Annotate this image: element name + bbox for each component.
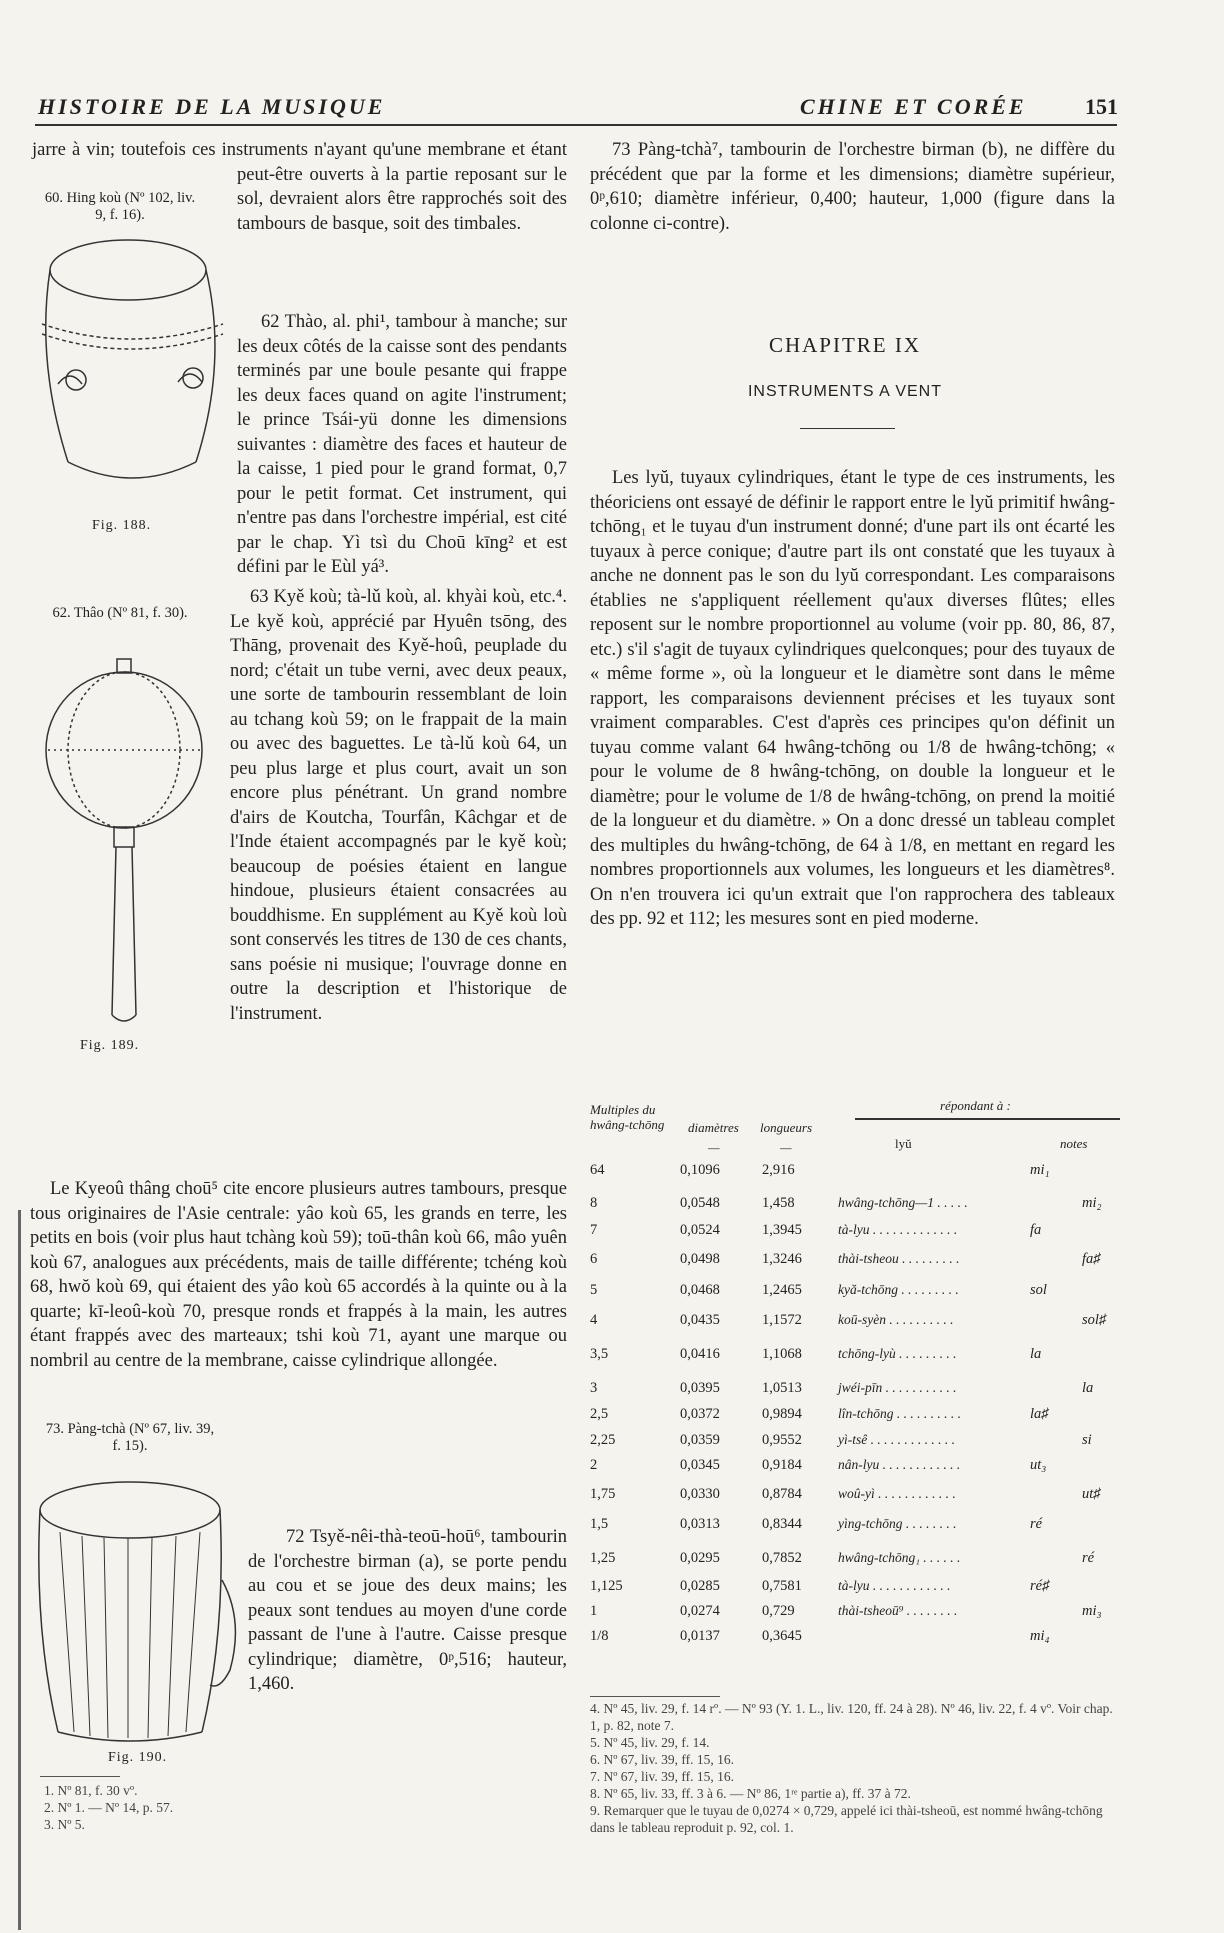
cell-multiple: 2,5: [590, 1406, 609, 1422]
cell-multiple: 1: [590, 1603, 598, 1619]
left-footnote: 1. Nº 81, f. 30 vº.: [44, 1783, 138, 1798]
cell-longueur: 1,2465: [762, 1282, 802, 1298]
chapter-rule: [800, 428, 895, 429]
cell-diametre: 0,0435: [680, 1312, 720, 1328]
cell-lyu: jwéi-pīn . . . . . . . . . . .: [838, 1380, 957, 1395]
table-row: [590, 1251, 1120, 1271]
cell-note-sharp: ut♯: [1082, 1486, 1101, 1502]
table-row: [590, 1222, 1120, 1242]
cell-note-sharp: fa♯: [1082, 1251, 1101, 1267]
table-row: [590, 1486, 1120, 1506]
table-row: [590, 1432, 1120, 1452]
cell-lyu: yìng-tchōng . . . . . . . .: [838, 1516, 957, 1531]
cell-note-natural: ut₃: [1030, 1457, 1047, 1473]
cell-longueur: 1,458: [762, 1195, 795, 1211]
table-row: [590, 1578, 1120, 1598]
cell-lyu: hwâng-tchōng—1 . . . . .: [838, 1195, 968, 1210]
cell-diametre: 0,0524: [680, 1222, 720, 1238]
cell-lyu: tchōng-lyù . . . . . . . . .: [838, 1346, 957, 1361]
cell-longueur: 0,9552: [762, 1432, 802, 1448]
cell-note-natural: fa: [1030, 1222, 1042, 1238]
table-row: [590, 1550, 1120, 1570]
cell-multiple: 1/8: [590, 1628, 609, 1644]
fig188-label: Fig. 188.: [92, 518, 152, 533]
cell-diametre: 0,0285: [680, 1578, 720, 1594]
fig190-caption: 73. Pàng-tchà (Nº 67, liv. 39, f. 15).: [45, 1421, 215, 1454]
th-notes: notes: [1060, 1136, 1088, 1151]
cell-lyu: tà-lyu . . . . . . . . . . . . .: [838, 1222, 958, 1237]
cell-note-natural: la: [1030, 1346, 1042, 1362]
entry-62-text: 62 Thào, al. phi¹, tambour à manche; sur les deux côtés de la caisse sont des pendants terminés par une boule pesante qui frappe les deux faces quand on agite l'instrument; le prince Tsái-yü donne les dimensions suivantes : diamètre des faces et hauteur de la caisse, 1 pied pour le grand format, 0,7 pour le petit format. Cet instrument, qui n'entre pas dans l'orchestre impérial, est cité par le chap. Yì tsì du Choū kīng² et est défini par le Eùl yá³.: [237, 312, 567, 577]
cell-diametre: 0,0395: [680, 1380, 720, 1396]
intro-text: jarre à vin; toutefois ces instruments n'ayant qu'une membrane et étant peut-être ouverts à la partie reposant sur le sol, devraient alors être rapprochés soit des tambours de basque, soit des timbales.: [32, 140, 567, 234]
cell-longueur: 2,916: [762, 1162, 795, 1178]
cell-lyu: tà-lyu . . . . . . . . . . . .: [838, 1578, 951, 1593]
entry-72-text: 72 Tsyě-nêi-thà-teoū-hoū⁶, tambourin de l'orchestre birman (a), se porte pendu au cou et se joue des deux mains; les peaux sont tendues au moyen d'une corde passant de l'une à l'autre. Caisse presque cylindrique; diamètre, 0ᵖ,516; hauteur, 1,460.: [248, 1527, 567, 1694]
right-footnote-rule: [590, 1696, 720, 1697]
cell-longueur: 0,7581: [762, 1578, 802, 1594]
cell-diametre: 0,0468: [680, 1282, 720, 1298]
right-footnote: 6. Nº 67, liv. 39, ff. 15, 16.: [590, 1752, 735, 1767]
cell-multiple: 64: [590, 1162, 605, 1178]
cell-multiple: 1,25: [590, 1550, 616, 1566]
cell-longueur: 0,729: [762, 1603, 795, 1619]
cell-lyu: thài-tsheou . . . . . . . . .: [838, 1251, 960, 1266]
cell-diametre: 0,0372: [680, 1406, 720, 1422]
cell-longueur: 0,3645: [762, 1628, 802, 1644]
cell-multiple: 8: [590, 1195, 598, 1211]
page-number: 151: [1085, 94, 1118, 119]
cell-diametre: 0,0330: [680, 1486, 720, 1502]
cell-multiple: 3,5: [590, 1346, 609, 1362]
fig188-caption: 60. Hing koù (Nº 102, liv. 9, f. 16).: [44, 190, 196, 223]
cell-note-natural: mi₁: [1030, 1162, 1050, 1178]
cell-diametre: 0,0274: [680, 1603, 720, 1619]
th-repondant-rule: [855, 1118, 1120, 1120]
table-row: [590, 1195, 1120, 1215]
entry-72: [248, 1525, 567, 1697]
cell-longueur: 1,1068: [762, 1346, 802, 1362]
running-header-right: CHINE ET CORÉE: [800, 94, 1027, 119]
cell-diametre: 0,0548: [680, 1195, 720, 1211]
cell-multiple: 2: [590, 1457, 598, 1473]
cell-lyu: lîn-tchōng . . . . . . . . . .: [838, 1406, 961, 1421]
cell-diametre: 0,0345: [680, 1457, 720, 1473]
right-footnote: 8. Nº 65, liv. 33, ff. 3 à 6. — Nº 86, 1ʳᵉ partie a), ff. 37 à 72.: [590, 1786, 911, 1801]
table-row: [590, 1312, 1120, 1332]
kyeou-text: Le Kyeoû thâng choū⁵ cite encore plusieurs autres tambours, presque tous originaires de l'Asie centrale: yâo koù 65, les grands en terre, les petits en bois (voir plus haut tchàng koù 59); toū-thân koù 66, mâo yuên koù 67, analogues aux précédents, mais de taille différente; tchéng koù 68, hwŏ koù 69, qui étaient des yâo koù 65 accordés à la quinte ou à la quarte; kī-leoû-koù 70, presque ronds et frappés à la main, les autres étant frappés avec des marteaux; tshi koù 71, ayant une marque ou nombril au centre de la membrane, caisse cylindrique allongée.: [30, 1179, 567, 1371]
header-rule: [35, 124, 1117, 126]
lyu-text: Les lyŭ, tuyaux cylindriques, étant le type de ces instruments, les théoriciens ont essayé de définir le rapport entre le lyŭ primitif hwâng-tchōng₁ et le tuyau d'un instrument donné; d'une part ils ont écarté les tuyaux à perce conique; d'autre part ils ont constaté que les tuyaux à anche ne donnent pas le son du lyŭ correspondant. Les comparaisons établies ne s'appliquent réellement qu'aux diverses flûtes; elles reposent sur le nombre proportionnel au volume (voir pp. 80, 86, 87, etc.) s'il s'agit de tuyaux cylindriques quelconques; pour des tuyaux de « même forme », où la longueur et le diamètre sont dans le même rapport, les comparaisons deviennent précises et les tuyaux sont vraiment comparables. C'est d'après ces principes qu'on définit un tuyau comme valant 64 hwâng-tchōng ou 1/8 de hwâng-tchōng; « pour le volume de 8 hwâng-tchōng, on double la longueur et le diamètre; pour le volume de 1/8 de hwâng-tchōng, on prend la moitié de la longueur et du diamètre. » On a donc dressé un tableau complet des multiples du hwâng-tchōng, de 64 à 1/8, en mettant en regard les nombres proportionnels aux volumes, les longueurs et les diamètres⁸. On n'en trouvera ici qu'un extrait que l'on rapprochera des tableaux des pp. 92 et 112; les mesures sont en pied moderne.: [590, 468, 1115, 929]
cell-note-natural: la♯: [1030, 1406, 1049, 1422]
lyu-paragraph: [590, 466, 1115, 932]
cell-note-natural: sol: [1030, 1282, 1047, 1298]
table-row: [590, 1406, 1120, 1426]
cell-multiple: 5: [590, 1282, 598, 1298]
th-diametres: diamètres: [688, 1120, 739, 1135]
right-footnote: 7. Nº 67, liv. 39, ff. 15, 16.: [590, 1769, 735, 1784]
cell-longueur: 0,8784: [762, 1486, 802, 1502]
left-footnote-rule: [40, 1776, 120, 1777]
chapter-subtitle: INSTRUMENTS A VENT: [747, 383, 943, 400]
cell-diametre: 0,0295: [680, 1550, 720, 1566]
cell-lyu: thài-tsheoū⁹ . . . . . . . .: [838, 1603, 958, 1618]
cell-diametre: 0,1096: [680, 1162, 720, 1178]
table-row: [590, 1516, 1120, 1536]
cell-longueur: 0,7852: [762, 1550, 802, 1566]
cell-note-sharp: mi₂: [1082, 1195, 1102, 1211]
cell-note-natural: mi₄: [1030, 1628, 1050, 1644]
cell-multiple: 6: [590, 1251, 598, 1267]
fig190-drum-illustration: [30, 1470, 250, 1750]
fig188-drum-illustration: [28, 232, 236, 500]
right-footnote: 9. Remarquer que le tuyau de 0,0274 × 0,729, appelé ici thài-tsheoū, est nommé hwâng-tchōng dans le tableau reproduit p. 92, col. 1.: [590, 1803, 1103, 1835]
fig189-caption: 62. Thâo (Nº 81, f. 30).: [52, 605, 188, 621]
cell-diametre: 0,0416: [680, 1346, 720, 1362]
th-lyu: lyŭ: [895, 1136, 912, 1151]
cell-note-sharp: sol♯: [1082, 1312, 1107, 1328]
kyeou-paragraph: [30, 1177, 567, 1373]
cell-lyu: hwâng-tchōng₁ . . . . . .: [838, 1550, 961, 1565]
table-row: [590, 1282, 1120, 1302]
chapter-title: CHAPITRE IX: [768, 333, 922, 357]
cell-note-sharp: ré: [1082, 1550, 1095, 1566]
table-row: [590, 1346, 1120, 1366]
cell-note-natural: ré: [1030, 1516, 1043, 1532]
cell-lyu: koū-syèn . . . . . . . . . .: [838, 1312, 954, 1327]
cell-lyu: nân-lyu . . . . . . . . . . . .: [838, 1457, 961, 1472]
cell-longueur: 1,0513: [762, 1380, 802, 1396]
cell-lyu: yì-tsê . . . . . . . . . . . . .: [838, 1432, 955, 1447]
cell-note-sharp: si: [1082, 1432, 1092, 1448]
cell-multiple: 4: [590, 1312, 598, 1328]
cell-lyu: woû-yì . . . . . . . . . . . .: [838, 1486, 956, 1501]
left-footnote: 2. Nº 1. — Nº 14, p. 57.: [44, 1800, 174, 1815]
cell-multiple: 3: [590, 1380, 598, 1396]
cell-diametre: 0,0137: [680, 1628, 720, 1644]
cell-diametre: 0,0359: [680, 1432, 720, 1448]
table-row: [590, 1457, 1120, 1477]
cell-multiple: 1,125: [590, 1578, 623, 1594]
running-header-left: HISTOIRE DE LA MUSIQUE: [38, 94, 386, 119]
right-footnotes: [590, 1700, 1115, 1836]
th-repondant: répondant à :: [940, 1098, 1011, 1113]
cell-diametre: 0,0498: [680, 1251, 720, 1267]
cell-multiple: 7: [590, 1222, 598, 1238]
cell-lyu: kyă-tchōng . . . . . . . . .: [838, 1282, 959, 1297]
cell-longueur: 0,8344: [762, 1516, 802, 1532]
cell-note-sharp: la: [1082, 1380, 1094, 1396]
entry-63: [30, 585, 567, 1026]
entry-73: [590, 138, 1115, 236]
table-row: [590, 1628, 1120, 1648]
right-footnote: 5. Nº 45, liv. 29, f. 14.: [590, 1735, 710, 1750]
cell-longueur: 0,9894: [762, 1406, 802, 1422]
cell-note-sharp: mi₃: [1082, 1603, 1102, 1619]
th-dash-long: —: [780, 1140, 792, 1155]
cell-diametre: 0,0313: [680, 1516, 720, 1532]
binding-edge: [18, 1210, 21, 1930]
cell-longueur: 1,1572: [762, 1312, 802, 1328]
entry-62: [237, 310, 567, 580]
table-row: [590, 1162, 1120, 1182]
table-row: [590, 1603, 1120, 1623]
th-longueurs: longueurs: [760, 1120, 812, 1135]
cell-longueur: 1,3945: [762, 1222, 802, 1238]
th-multiples: Multiples du hwâng-tchōng: [590, 1102, 665, 1132]
fig190-label: Fig. 190.: [108, 1750, 168, 1765]
table-row: [590, 1380, 1120, 1400]
fig189-label: Fig. 189.: [80, 1038, 140, 1053]
entry-63-text: 63 Kyě koù; tà-lǔ koù, al. khyài koù, etc.⁴. Le kyě koù, apprécié par Hyuên tsōng, des Thāng, provenait des Kyě-hoû, peuplade du nord; c'était un tube verni, avec deux peaux, une sorte de tambourin ressemblant de loin au tchang koù 59; on le frappait de la main ou avec des baguettes. Le tà-lǔ koù 64, un peu plus large et plus court, avait un son encore plus pénétrant. Un grand nombre d'airs de Koutcha, Tourfân, Kâchgar et de l'Inde étaient accompagnés par le kyě koù; beaucoup de poésies étaient en langue hindoue, plusieurs étaient consacrées au bouddhisme. En supplément au Kyě koù loù sont conservés les titres de 130 de ces chants, sans poésie ni musique; l'ouvrage donne en outre la description et l'historique de l'instrument.: [230, 587, 567, 1024]
th-dash-diam: —: [708, 1140, 720, 1155]
cell-note-natural: ré♯: [1030, 1578, 1050, 1594]
left-footnote: 3. Nº 5.: [44, 1817, 85, 1832]
cell-multiple: 1,75: [590, 1486, 616, 1502]
cell-longueur: 0,9184: [762, 1457, 802, 1473]
cell-multiple: 2,25: [590, 1432, 616, 1448]
entry-73-text: 73 Pàng-tchà⁷, tambourin de l'orchestre birman (b), ne diffère du précédent que par la forme et les dimensions; diamètre supérieur, 0ᵖ,610; diamètre inférieur, 0,400; hauteur, 1,000 (figure dans la colonne ci-contre).: [590, 140, 1115, 234]
right-footnote: 4. Nº 45, liv. 29, f. 14 rº. — Nº 93 (Y. 1. L., liv. 120, ff. 24 à 28). Nº 46, liv. 22, f. 4 vº. Voir chap. 1, p. 82, note 7.: [590, 1701, 1113, 1733]
cell-multiple: 1,5: [590, 1516, 609, 1532]
cell-longueur: 1,3246: [762, 1251, 802, 1267]
left-footnotes: [44, 1782, 173, 1833]
